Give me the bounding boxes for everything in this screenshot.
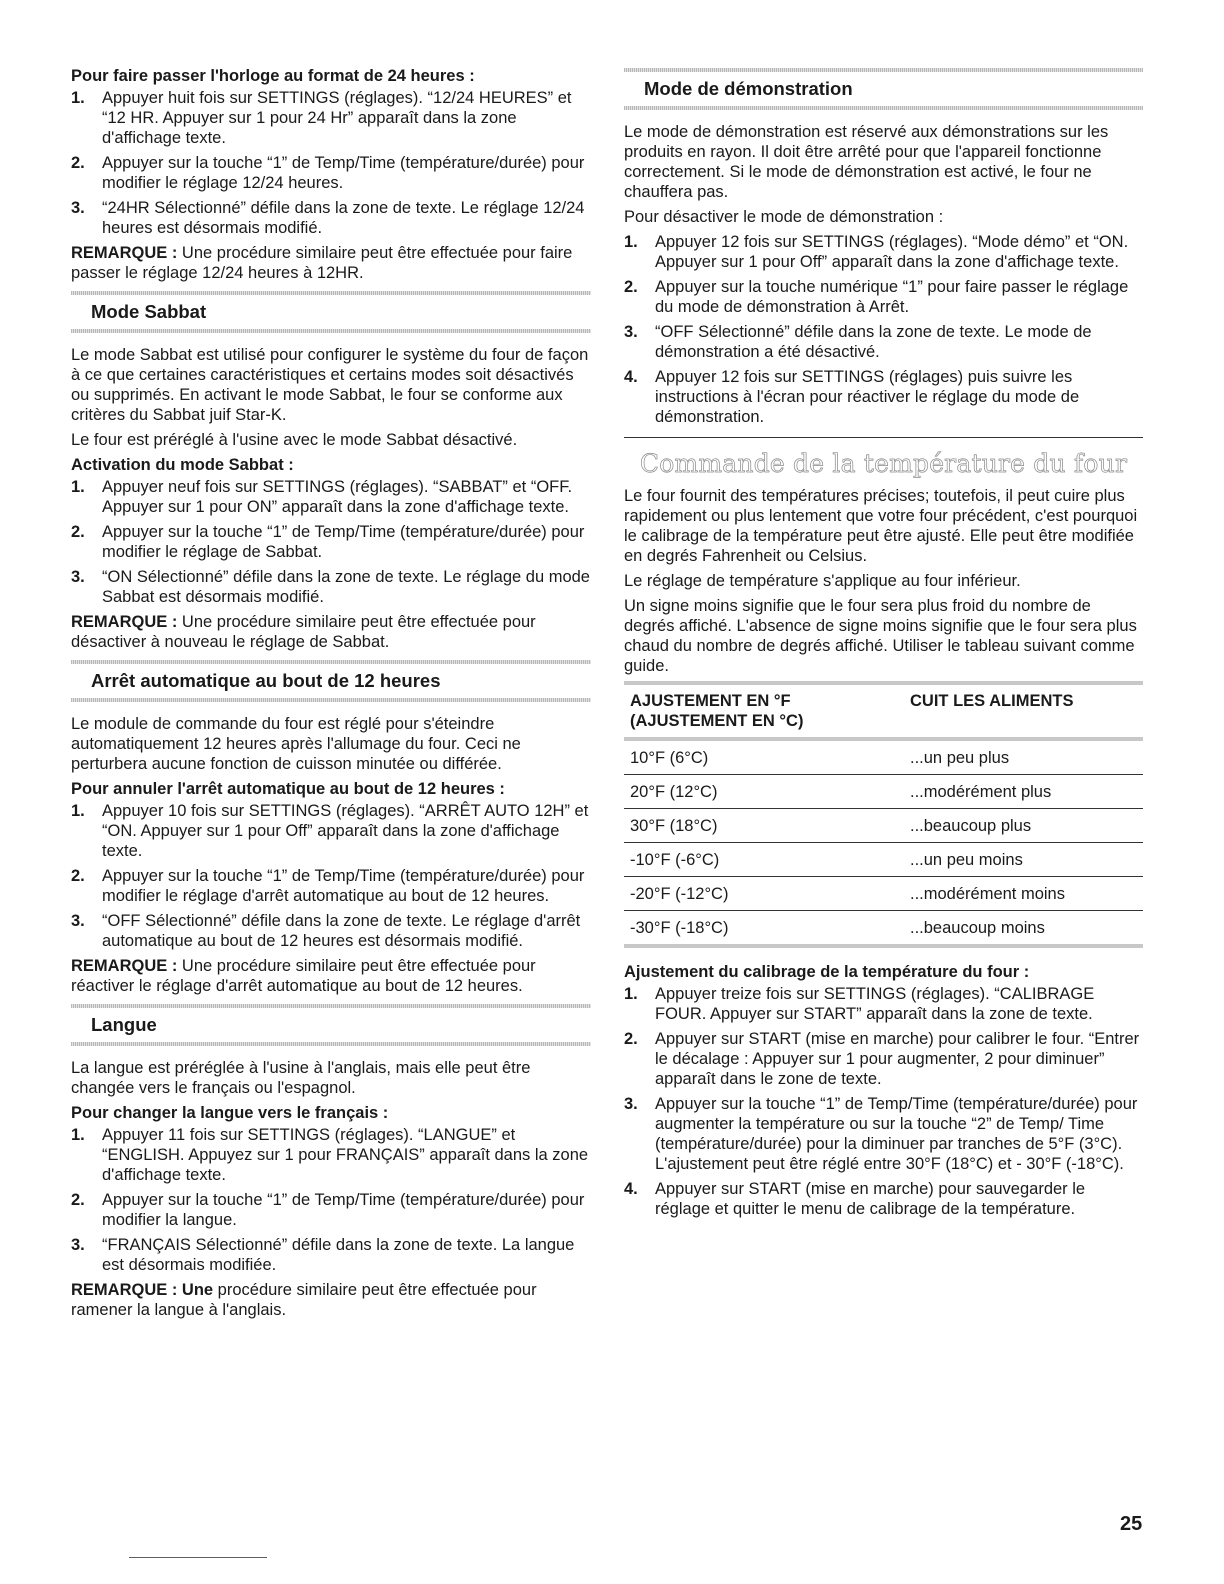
step-number: 1. bbox=[71, 89, 85, 107]
step-text: Appuyer 12 fois sur SETTINGS (réglages). “Mode démo” et “ON. Appuyer sur 1 pour Off” apparaît dans la zone d'affichage texte. bbox=[655, 233, 1129, 271]
table-row bbox=[624, 843, 1143, 877]
step-text: Appuyer sur la touche “1” de Temp/Time (température/durée) pour modifier la langue. bbox=[102, 1191, 585, 1229]
step-number: 1. bbox=[71, 802, 85, 820]
step-number: 3. bbox=[71, 568, 85, 586]
table-header-row bbox=[624, 683, 1143, 739]
table-row bbox=[624, 911, 1143, 947]
langue-section bbox=[71, 1058, 591, 1320]
step-text: Appuyer sur la touche “1” de Temp/Time (température/durée) pour modifier le réglage 12/24 heures. bbox=[102, 154, 585, 192]
langue-heading: Pour changer la langue vers le français : bbox=[71, 1104, 389, 1122]
paragraph: Le module de commande du four est réglé pour s'éteindre automatiquement 12 heures après l'allumage du four. Ceci ne perturbera aucune fonction de cuisson minutée ou différée. bbox=[71, 715, 521, 773]
table-cell: 10°F (6°C) bbox=[630, 749, 709, 767]
paragraph: La langue est préréglée à l'usine à l'anglais, mais elle peut être changée vers le français ou l'espagnol. bbox=[71, 1059, 531, 1097]
note-label: REMARQUE : Une bbox=[71, 1281, 214, 1299]
list-item bbox=[71, 911, 591, 951]
sabbat-note bbox=[71, 612, 591, 652]
auto-off-section bbox=[71, 714, 591, 996]
table-cell: -30°F (-18°C) bbox=[630, 919, 729, 937]
step-number: 3. bbox=[71, 1236, 85, 1254]
step-text: Appuyer neuf fois sur SETTINGS (réglages). “SABBAT” et “OFF. Appuyer sur 1 pour ON” apparaît dans la zone d'affichage texte. bbox=[102, 478, 573, 516]
paragraph: Le four fournit des températures précises; toutefois, il peut cuire plus rapidement ou plus lentement que votre four précédent, c'est pourquoi le calibrage de la température peut être ajusté. Elle peut être modifiée en degrés Fahrenheit ou Celsius. bbox=[624, 487, 1138, 565]
step-text: “OFF Sélectionné” défile dans la zone de texte. Le mode de démonstration a été désactivé. bbox=[655, 323, 1092, 361]
step-text: “OFF Sélectionné” défile dans la zone de texte. Le réglage d'arrêt automatique au bout de 12 heures est désormais modifié. bbox=[102, 912, 581, 950]
clock-24h-section bbox=[71, 66, 591, 283]
table-cell: ...beaucoup moins bbox=[910, 919, 1045, 937]
clock-24h-steps bbox=[71, 88, 591, 238]
sabbat-heading: Activation du mode Sabbat : bbox=[71, 456, 294, 474]
step-text: “ON Sélectionné” défile dans la zone de texte. Le réglage du mode Sabbat est désormais modifié. bbox=[102, 568, 590, 606]
list-item bbox=[71, 477, 591, 517]
list-item bbox=[71, 198, 591, 238]
step-text: Appuyer 12 fois sur SETTINGS (réglages) puis suivre les instructions à l'écran pour réactiver le réglage du mode de démonstration. bbox=[655, 368, 1080, 426]
list-item bbox=[71, 801, 591, 861]
step-text: Appuyer sur la touche “1” de Temp/Time (température/durée) pour modifier le réglage de Sabbat. bbox=[102, 523, 585, 561]
note-text: Une procédure similaire peut être effectuée pour réactiver le réglage d'arrêt automatique au bout de 12 heures. bbox=[71, 957, 536, 995]
table-cell: 30°F (18°C) bbox=[630, 817, 718, 835]
step-number: 1. bbox=[624, 985, 638, 1003]
table-row bbox=[624, 775, 1143, 809]
list-item bbox=[624, 367, 1143, 427]
list-item bbox=[624, 984, 1143, 1024]
section-title-langue: Langue bbox=[71, 1004, 591, 1046]
clock-24h-note bbox=[71, 243, 591, 283]
step-number: 1. bbox=[71, 1126, 85, 1144]
list-item bbox=[71, 153, 591, 193]
list-item bbox=[71, 567, 591, 607]
section-title-demo: Mode de démonstration bbox=[624, 68, 1143, 110]
table-cell: ...beaucoup plus bbox=[910, 817, 1032, 835]
step-number: 2. bbox=[71, 523, 85, 541]
list-item bbox=[71, 88, 591, 148]
step-text: Appuyer sur START (mise en marche) pour calibrer le four. “Entrer le décalage : Appuyer sur 1 pour augmenter, 2 pour diminuer” apparaît dans le zone de texte. bbox=[655, 1030, 1140, 1088]
step-text: Appuyer sur la touche “1” de Temp/Time (température/durée) pour augmenter la température ou sur la touche “2” de Temp/ Time (température/durée) pour la diminuer par tranches de 5°F (3°C). L'ajustement peut être réglé entre 30°F (18°C) et - 30°F (-18°C). bbox=[655, 1095, 1138, 1173]
step-number: 2. bbox=[71, 867, 85, 885]
list-item bbox=[71, 522, 591, 562]
list-item bbox=[71, 1125, 591, 1185]
table-row bbox=[624, 809, 1143, 843]
demo-steps bbox=[624, 232, 1143, 427]
list-item bbox=[624, 1029, 1143, 1089]
note-text: procédure similaire peut être effectuée pour ramener la langue à l'anglais. bbox=[71, 1281, 537, 1319]
step-text: Appuyer huit fois sur SETTINGS (réglages). “12/24 HEURES” et “12 HR. Appuyer sur 1 pour 24 Hr” apparaît dans la zone d'affichage texte. bbox=[102, 89, 572, 147]
table-cell: 20°F (12°C) bbox=[630, 783, 718, 801]
demo-section bbox=[624, 122, 1143, 427]
left-column bbox=[71, 66, 591, 1325]
auto-off-note bbox=[71, 956, 591, 996]
auto-off-heading: Pour annuler l'arrêt automatique au bout de 12 heures : bbox=[71, 780, 505, 798]
note-text: Une procédure similaire peut être effectuée pour désactiver à nouveau le réglage de Sabbat. bbox=[71, 613, 536, 651]
column-header-adjustment: AJUSTEMENT EN °F (AJUSTEMENT EN °C) bbox=[630, 692, 804, 730]
calibration-table bbox=[624, 681, 1143, 948]
table-cell: ...un peu moins bbox=[910, 851, 1023, 869]
step-number: 4. bbox=[624, 1180, 638, 1198]
langue-steps bbox=[71, 1125, 591, 1275]
clock-24h-heading: Pour faire passer l'horloge au format de 24 heures : bbox=[71, 67, 475, 85]
step-number: 3. bbox=[71, 912, 85, 930]
step-text: Appuyer 10 fois sur SETTINGS (réglages). “ARRÊT AUTO 12H” et “ON. Appuyer sur 1 pour Off” apparaît dans la zone d'affichage texte. bbox=[102, 802, 589, 860]
list-item bbox=[71, 1190, 591, 1230]
step-number: 2. bbox=[71, 1191, 85, 1209]
table-row bbox=[624, 877, 1143, 911]
table-cell: ...modérément moins bbox=[910, 885, 1065, 903]
section-title-temperature: Commande de la température du four bbox=[639, 449, 1128, 478]
paragraph: Un signe moins signifie que le four sera plus froid du nombre de degrés affiché. L'absence de signe moins signifie que le four sera plus chaud du nombre de degrés affiché. Utiliser le tableau suivant comme guide. bbox=[624, 597, 1137, 675]
sabbat-steps bbox=[71, 477, 591, 607]
langue-note bbox=[71, 1280, 591, 1320]
step-text: Appuyer sur la touche numérique “1” pour faire passer le réglage du mode de démonstration à Arrêt. bbox=[655, 278, 1129, 316]
step-number: 3. bbox=[71, 199, 85, 217]
note-label: REMARQUE : bbox=[71, 613, 178, 631]
table-cell: ...modérément plus bbox=[910, 783, 1052, 801]
column-header-effect: CUIT LES ALIMENTS bbox=[910, 692, 1074, 710]
list-item bbox=[624, 1179, 1143, 1219]
step-number: 2. bbox=[624, 278, 638, 296]
table-cell: -10°F (-6°C) bbox=[630, 851, 720, 869]
auto-off-steps bbox=[71, 801, 591, 951]
sabbat-section bbox=[71, 345, 591, 652]
list-item bbox=[624, 322, 1143, 362]
section-title-sabbat: Mode Sabbat bbox=[71, 291, 591, 333]
step-text: Appuyer treize fois sur SETTINGS (réglages). “CALIBRAGE FOUR. Appuyer sur START” apparaît dans la zone de texte. bbox=[655, 985, 1095, 1023]
paragraph: Le mode Sabbat est utilisé pour configurer le système du four de façon à ce que certaines caractéristiques et certains modes soit désactivés ou supprimés. En activant le mode Sabbat, le four se conforme aux critères du Sabbat juif Star-K. bbox=[71, 346, 589, 424]
table-cell: -20°F (-12°C) bbox=[630, 885, 729, 903]
step-text: “24HR Sélectionné” défile dans la zone de texte. Le réglage 12/24 heures est désormais modifié. bbox=[102, 199, 585, 237]
paragraph: Le four est préréglé à l'usine avec le mode Sabbat désactivé. bbox=[71, 431, 518, 449]
step-text: Appuyer sur START (mise en marche) pour sauvegarder le réglage et quitter le menu de calibrage de la température. bbox=[655, 1180, 1086, 1218]
step-number: 3. bbox=[624, 1095, 638, 1113]
list-item bbox=[71, 1235, 591, 1275]
right-column bbox=[624, 68, 1143, 1224]
page-number: 25 bbox=[1120, 1513, 1143, 1535]
table-row bbox=[624, 739, 1143, 775]
step-number: 2. bbox=[624, 1030, 638, 1048]
list-item bbox=[71, 866, 591, 906]
list-item bbox=[624, 232, 1143, 272]
table-cell: ...un peu plus bbox=[910, 749, 1010, 767]
step-text: “FRANÇAIS Sélectionné” défile dans la zone de texte. La langue est désormais modifiée. bbox=[102, 1236, 575, 1274]
note-label: REMARQUE : bbox=[71, 244, 178, 262]
note-text: Une procédure similaire peut être effectuée pour faire passer le réglage 12/24 heures à 12HR. bbox=[71, 244, 573, 282]
section-title-auto-off: Arrêt automatique au bout de 12 heures bbox=[71, 660, 591, 702]
step-number: 1. bbox=[71, 478, 85, 496]
step-number: 2. bbox=[71, 154, 85, 172]
list-item bbox=[624, 1094, 1143, 1174]
calibration-steps bbox=[624, 984, 1143, 1219]
footer-line bbox=[129, 1557, 267, 1558]
note-label: REMARQUE : bbox=[71, 957, 178, 975]
step-text: Appuyer 11 fois sur SETTINGS (réglages). “LANGUE” et “ENGLISH. Appuyez sur 1 pour FRANÇAIS” apparaît dans la zone d'affichage texte. bbox=[102, 1126, 589, 1184]
divider bbox=[624, 437, 1143, 438]
step-number: 4. bbox=[624, 368, 638, 386]
temperature-section bbox=[624, 486, 1143, 1219]
paragraph: Pour désactiver le mode de démonstration : bbox=[624, 208, 944, 226]
calibration-heading: Ajustement du calibrage de la température du four : bbox=[624, 963, 1030, 981]
step-text: Appuyer sur la touche “1” de Temp/Time (température/durée) pour modifier le réglage d'arrêt automatique au bout de 12 heures. bbox=[102, 867, 585, 905]
paragraph: Le réglage de température s'applique au four inférieur. bbox=[624, 572, 1021, 590]
step-number: 1. bbox=[624, 233, 638, 251]
paragraph: Le mode de démonstration est réservé aux démonstrations sur les produits en rayon. Il doit être arrêté pour que l'appareil fonctionne correctement. Si le mode de démonstration est activé, le four ne chauffera pas. bbox=[624, 123, 1109, 201]
step-number: 3. bbox=[624, 323, 638, 341]
list-item bbox=[624, 277, 1143, 317]
